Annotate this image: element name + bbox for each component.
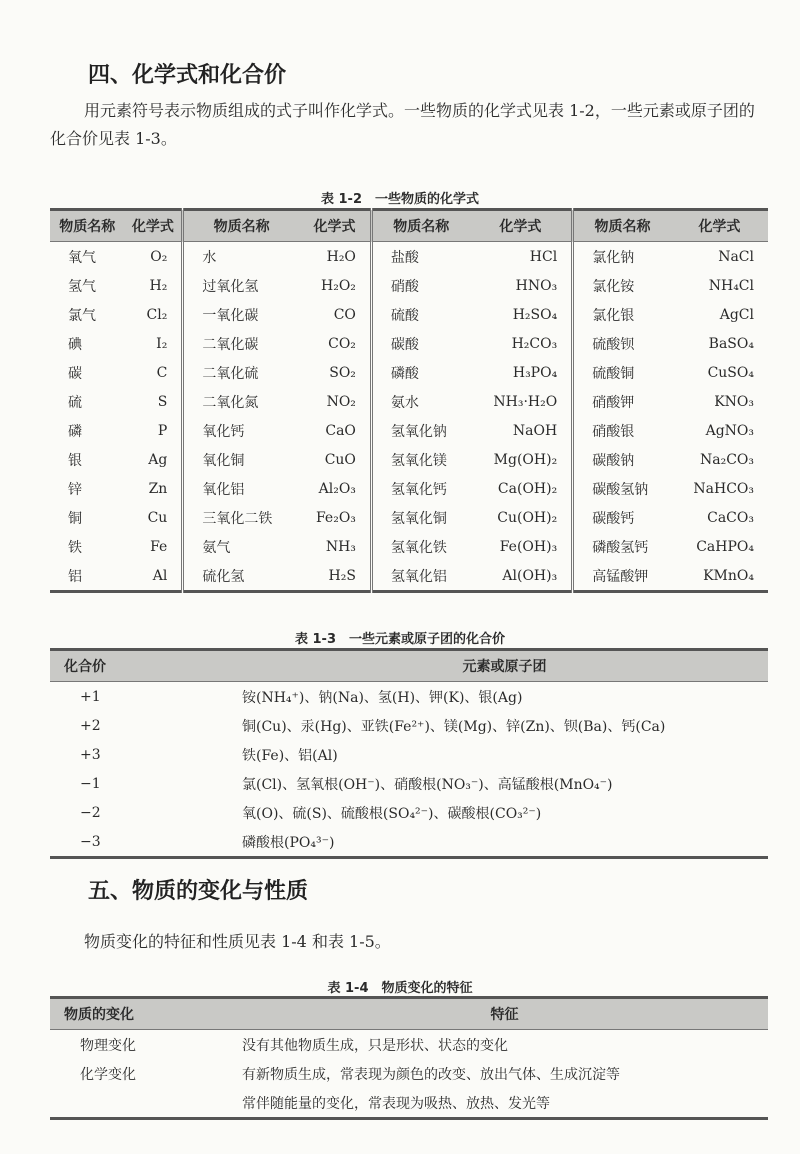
chemical-formula: KNO₃ [714, 393, 754, 410]
chemical-formula: CaO [325, 422, 356, 439]
chemical-formula: NH₃·H₂O [493, 393, 558, 410]
change-type: 物理变化 [80, 1037, 136, 1054]
chemical-formula: P [157, 422, 168, 439]
header-formula: 化学式 [299, 210, 371, 242]
substance-name: 银 [68, 452, 82, 469]
substance-name: 磷酸氢钙 [573, 532, 671, 561]
chemical-formula: CaCO₃ [707, 509, 754, 526]
substance-name: 氢氧化钠 [371, 416, 469, 445]
substance-name: 碳酸 [371, 329, 469, 358]
chemical-formula: C [156, 364, 168, 381]
table-1-4-caption: 表 1-4 物质变化的特征 [327, 981, 473, 996]
chemical-formula: NaOH [512, 422, 558, 439]
table-row [50, 1059, 768, 1088]
substance-name: 硝酸 [371, 271, 469, 300]
feature: 没有其他物质生成，只是形状、状态的变化 [242, 1037, 508, 1054]
chemical-formula: SO₂ [329, 364, 356, 381]
chemical-formula: H₂O [326, 248, 356, 265]
substance-name: 氧化铝 [183, 474, 299, 503]
table-row [50, 474, 768, 503]
chemical-formula: I₂ [156, 335, 168, 352]
substance-name: 二氧化氮 [183, 387, 299, 416]
table-1-2 [50, 208, 768, 593]
table-row [50, 769, 768, 798]
chemical-formula: CO [333, 306, 356, 323]
header-valence: 化合价 [50, 650, 241, 682]
substance-name: 氧化钙 [183, 416, 299, 445]
chemical-formula: CaHPO₄ [696, 538, 754, 555]
chemical-formula: Cl₂ [146, 306, 168, 323]
substance-name: 高锰酸钾 [573, 561, 671, 592]
chemical-formula: Fe(OH)₃ [499, 538, 558, 555]
table-1-3-caption: 表 1-3 一些元素或原子团的化合价 [294, 632, 505, 647]
table-row [50, 503, 768, 532]
substance-name: 氯气 [68, 307, 96, 324]
substance-name: 硝酸银 [573, 416, 671, 445]
substance-name: 氨气 [183, 532, 299, 561]
elements: 氯(Cl)、氢氧根(OH⁻)、硝酸根(NO₃⁻)、高锰酸根(MnO₄⁻) [242, 776, 613, 793]
substance-name: 氯化钠 [573, 242, 671, 272]
elements: 磷酸根(PO₄³⁻) [241, 827, 768, 858]
chemical-formula: Cu(OH)₂ [497, 509, 558, 526]
feature: 有新物质生成，常表现为颜色的改变、放出气体、生成沉淀等 [242, 1066, 620, 1083]
valence: +1 [80, 688, 101, 705]
feature: 常伴随能量的变化，常表现为吸热、放热、发光等 [241, 1088, 768, 1119]
table-row [50, 711, 768, 740]
chemical-formula: AgCl [719, 306, 754, 323]
valence: −2 [80, 804, 101, 821]
substance-name: 氢氧化铝 [371, 561, 469, 592]
substance-name: 氨水 [371, 387, 469, 416]
table-row [50, 300, 768, 329]
chemical-formula: Al(OH)₃ [470, 561, 573, 592]
table-row [50, 532, 768, 561]
substance-name: 盐酸 [371, 242, 469, 272]
chemical-formula: H₂CO₃ [511, 335, 558, 352]
chemical-formula: CuO [324, 451, 356, 468]
chemical-formula: Ag [148, 451, 168, 468]
chemical-formula: H₃PO₄ [512, 364, 558, 381]
chemical-formula: BaSO₄ [708, 335, 754, 352]
elements: 铜(Cu)、汞(Hg)、亚铁(Fe²⁺)、镁(Mg)、锌(Zn)、钡(Ba)、钙(Ca) [242, 718, 666, 735]
chemical-formula: Al₂O₃ [318, 480, 356, 497]
table-row [50, 445, 768, 474]
chemical-formula: H₂ [149, 277, 168, 294]
chemical-formula: H₂SO₄ [512, 306, 558, 323]
substance-name: 水 [183, 242, 299, 272]
substance-name: 一氧化碳 [183, 300, 299, 329]
substance-name: 二氧化碳 [183, 329, 299, 358]
substance-name: 硫化氢 [183, 561, 299, 592]
substance-name: 二氧化硫 [183, 358, 299, 387]
header-substance-name: 物质名称 [371, 210, 469, 242]
table-row [50, 798, 768, 827]
table-row [50, 827, 768, 858]
substance-name: 氢氧化钙 [371, 474, 469, 503]
substance-name: 碳酸氢钠 [573, 474, 671, 503]
valence: +3 [80, 746, 101, 763]
chemical-formula: HNO₃ [515, 277, 558, 294]
section-5-paragraph: 物质变化的特征和性质见表 1-4 和表 1-5。 [84, 932, 391, 951]
table-row [50, 242, 768, 272]
header-formula: 化学式 [124, 210, 182, 242]
header-substance-name: 物质名称 [50, 210, 124, 242]
chemical-formula: S [157, 393, 168, 410]
chemical-formula: Fe₂O₃ [315, 509, 356, 526]
elements: 铁(Fe)、铝(Al) [242, 747, 338, 764]
chemical-formula: Ca(OH)₂ [497, 480, 558, 497]
table-1-3 [50, 648, 768, 859]
section-heading-5: 五、物质的变化与性质 [88, 879, 309, 904]
valence: −3 [50, 827, 241, 858]
substance-name: 硫 [68, 394, 82, 411]
chemical-formula: Zn [148, 480, 168, 497]
table-row [50, 561, 768, 592]
substance-name: 磷酸 [371, 358, 469, 387]
change-type [50, 1088, 241, 1119]
chemical-formula: CO₂ [328, 335, 356, 352]
section-heading-4: 四、化学式和化合价 [88, 63, 287, 88]
valence: +2 [80, 717, 101, 734]
chemical-formula: NH₃ [325, 538, 356, 555]
substance-name: 氢氧化铁 [371, 532, 469, 561]
elements: 铵(NH₄⁺)、钠(Na)、氢(H)、钾(K)、银(Ag) [242, 689, 523, 706]
header-feature: 特征 [241, 998, 768, 1030]
table-row [50, 329, 768, 358]
chemical-formula: NaCl [718, 248, 754, 265]
substance-name: 氯化铵 [573, 271, 671, 300]
table-row [50, 387, 768, 416]
substance-name: 三氧化二铁 [183, 503, 299, 532]
substance-name: 铝 [50, 561, 124, 592]
chemical-formula: HCl [529, 248, 558, 265]
chemical-formula: H₂S [299, 561, 371, 592]
substance-name: 过氧化氢 [183, 271, 299, 300]
table-row [50, 682, 768, 712]
header-substance-name: 物质名称 [573, 210, 671, 242]
substance-name: 氢氧化镁 [371, 445, 469, 474]
chemical-formula: H₂O₂ [321, 277, 356, 294]
chemical-formula: CuSO₄ [707, 364, 754, 381]
substance-name: 碳 [68, 365, 82, 382]
table-row [50, 1030, 768, 1060]
table-1-2-caption: 表 1-2 一些物质的化学式 [320, 192, 479, 207]
header-formula: 化学式 [671, 210, 768, 242]
substance-name: 锌 [68, 481, 82, 498]
substance-name: 铜 [68, 510, 82, 527]
substance-name: 氧气 [68, 249, 96, 266]
substance-name: 氢氧化铜 [371, 503, 469, 532]
header-formula: 化学式 [470, 210, 573, 242]
chemical-formula: Mg(OH)₂ [493, 451, 558, 468]
table-row [50, 1088, 768, 1119]
chemical-formula: Cu [147, 509, 168, 526]
substance-name: 磷 [68, 423, 82, 440]
table-row [50, 416, 768, 445]
substance-name: 碳酸钠 [573, 445, 671, 474]
substance-name: 碘 [68, 336, 82, 353]
substance-name: 硝酸钾 [573, 387, 671, 416]
substance-name: 硫酸铜 [573, 358, 671, 387]
chemical-formula: NaHCO₃ [693, 480, 754, 497]
chemical-formula: O₂ [150, 248, 168, 265]
valence: −1 [80, 775, 101, 792]
chemical-formula: KMnO₄ [671, 561, 768, 592]
chemical-formula: Na₂CO₃ [699, 451, 754, 468]
substance-name: 硫酸 [371, 300, 469, 329]
chemical-formula: NO₂ [326, 393, 356, 410]
table-row [50, 271, 768, 300]
substance-name: 硫酸钡 [573, 329, 671, 358]
chemical-formula: AgNO₃ [705, 422, 754, 439]
header-change: 物质的变化 [50, 998, 241, 1030]
substance-name: 碳酸钙 [573, 503, 671, 532]
header-substance-name: 物质名称 [183, 210, 299, 242]
chemical-formula: Al [124, 561, 182, 592]
change-type: 化学变化 [80, 1066, 136, 1083]
substance-name: 氢气 [68, 278, 96, 295]
chemical-formula: NH₄Cl [708, 277, 754, 294]
header-elements: 元素或原子团 [241, 650, 768, 682]
chemical-formula: Fe [150, 538, 168, 555]
table-row [50, 358, 768, 387]
table-1-4 [50, 996, 768, 1120]
substance-name: 氧化铜 [183, 445, 299, 474]
substance-name: 铁 [68, 539, 82, 556]
substance-name: 氯化银 [573, 300, 671, 329]
elements: 氧(O)、硫(S)、硫酸根(SO₄²⁻)、碳酸根(CO₃²⁻) [242, 805, 542, 822]
section-4-paragraph: 用元素符号表示物质组成的式子叫作化学式。一些物质的化学式见表 1-2，一些元素或原子团的化合价见表 1-3。 [50, 101, 755, 148]
table-row [50, 740, 768, 769]
